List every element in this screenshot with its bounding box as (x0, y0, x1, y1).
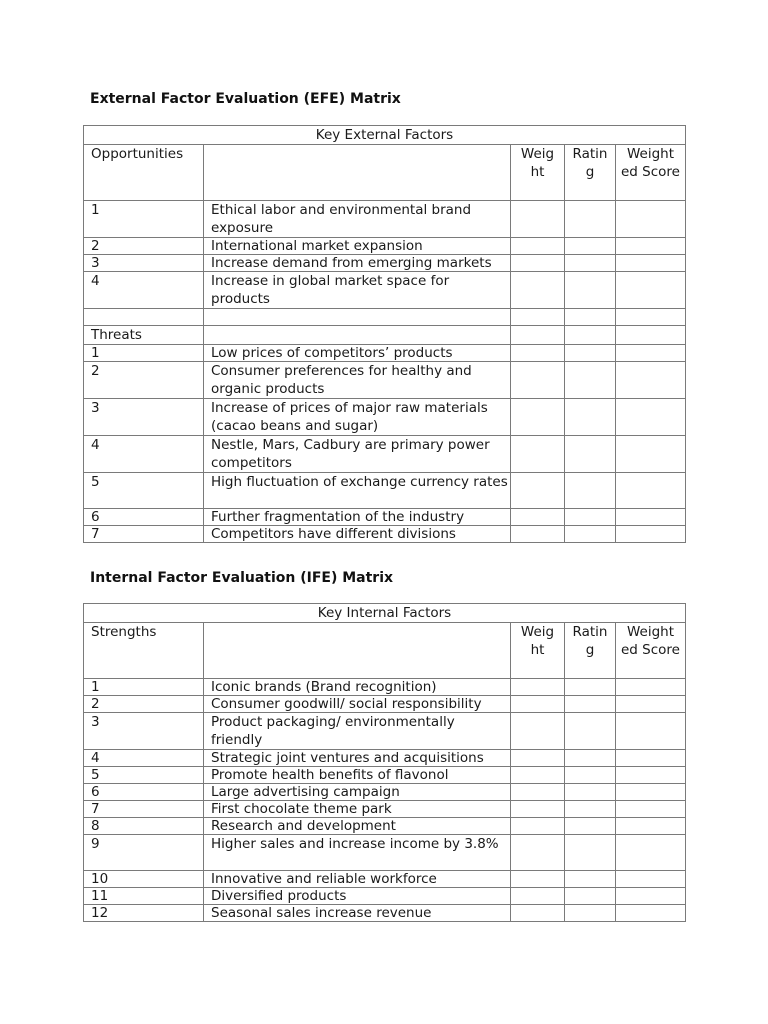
score-cell (616, 713, 686, 750)
table-row (84, 436, 686, 473)
weight-cell (511, 871, 565, 888)
row-number: 7 (84, 801, 204, 818)
rating-cell (565, 272, 616, 309)
table-row (84, 713, 686, 750)
weight-cell (511, 345, 565, 362)
factor-text: Large advertising campaign (204, 784, 511, 801)
empty-cell (204, 309, 511, 326)
weight-cell (511, 238, 565, 255)
row-number: 7 (84, 526, 204, 543)
table-row (84, 801, 686, 818)
table-row (84, 767, 686, 784)
row-number: 4 (84, 272, 204, 309)
row-number: 5 (84, 767, 204, 784)
factor-text: International market expansion (204, 238, 511, 255)
table-row (84, 835, 686, 871)
score-cell (616, 888, 686, 905)
rating-cell (565, 905, 616, 922)
rating-cell (565, 526, 616, 543)
weight-cell (511, 888, 565, 905)
empty-cell (204, 326, 511, 345)
factor-text: Nestle, Mars, Cadbury are primary power competitors (204, 436, 511, 473)
rating-cell (565, 801, 616, 818)
row-number: 4 (84, 750, 204, 767)
weight-cell (511, 436, 565, 473)
row-number: 4 (84, 436, 204, 473)
rating-cell (565, 255, 616, 272)
efe-table-header: Key External Factors (84, 126, 686, 145)
rating-cell (565, 509, 616, 526)
score-cell (616, 905, 686, 922)
score-cell (616, 255, 686, 272)
row-number: 2 (84, 362, 204, 399)
table-row (84, 201, 686, 238)
weight-column-header: Weig ht (511, 623, 565, 679)
efe-matrix-title: External Factor Evaluation (EFE) Matrix (90, 91, 401, 107)
table-row (84, 238, 686, 255)
weight-cell (511, 255, 565, 272)
rating-cell (565, 888, 616, 905)
factor-text: First chocolate theme park (204, 801, 511, 818)
empty-cell (204, 623, 511, 679)
factor-text: Iconic brands (Brand recognition) (204, 679, 511, 696)
score-cell (616, 473, 686, 509)
row-number: 12 (84, 905, 204, 922)
weight-cell (511, 801, 565, 818)
rating-column-header: Ratin g (565, 623, 616, 679)
weight-cell (511, 767, 565, 784)
row-number: 11 (84, 888, 204, 905)
table-row (84, 399, 686, 436)
empty-cell (616, 326, 686, 345)
factor-text: Diversified products (204, 888, 511, 905)
score-cell (616, 784, 686, 801)
empty-cell (565, 309, 616, 326)
row-number: 2 (84, 696, 204, 713)
rating-cell (565, 713, 616, 750)
row-number: 1 (84, 679, 204, 696)
score-cell (616, 696, 686, 713)
factor-text: Product packaging/ environmentally friendly (204, 713, 511, 750)
weight-cell (511, 473, 565, 509)
weight-cell (511, 835, 565, 871)
weight-cell (511, 750, 565, 767)
score-cell (616, 818, 686, 835)
empty-cell (511, 309, 565, 326)
weight-cell (511, 509, 565, 526)
score-cell (616, 871, 686, 888)
row-number: 2 (84, 238, 204, 255)
empty-cell (84, 309, 204, 326)
weight-cell (511, 526, 565, 543)
factor-text: Innovative and reliable workforce (204, 871, 511, 888)
factor-text: Further fragmentation of the industry (204, 509, 511, 526)
rating-cell (565, 362, 616, 399)
empty-cell (616, 309, 686, 326)
rating-cell (565, 345, 616, 362)
weight-cell (511, 905, 565, 922)
row-number: 5 (84, 473, 204, 509)
score-cell (616, 767, 686, 784)
rating-cell (565, 679, 616, 696)
row-number: 3 (84, 255, 204, 272)
weighted-score-column-header: Weight ed Score (616, 623, 686, 679)
rating-cell (565, 399, 616, 436)
empty-cell (565, 326, 616, 345)
weight-cell (511, 713, 565, 750)
row-number: 6 (84, 784, 204, 801)
empty-cell (511, 326, 565, 345)
row-number: 6 (84, 509, 204, 526)
weight-cell (511, 362, 565, 399)
ife-matrix-table (83, 603, 686, 922)
factor-text: Increase in global market space for products (204, 272, 511, 309)
row-number: 1 (84, 345, 204, 362)
weighted-score-column-header: Weight ed Score (616, 145, 686, 201)
table-row (84, 509, 686, 526)
score-cell (616, 801, 686, 818)
row-number: 3 (84, 399, 204, 436)
weight-cell (511, 679, 565, 696)
score-cell (616, 399, 686, 436)
table-row (84, 750, 686, 767)
factor-text: Higher sales and increase income by 3.8% (204, 835, 511, 871)
rating-cell (565, 473, 616, 509)
score-cell (616, 679, 686, 696)
factor-text: Consumer goodwill/ social responsibility (204, 696, 511, 713)
rating-cell (565, 696, 616, 713)
table-row (84, 345, 686, 362)
ife-table-header: Key Internal Factors (84, 604, 686, 623)
score-cell (616, 750, 686, 767)
threats-label: Threats (84, 326, 204, 345)
table-row (84, 784, 686, 801)
table-row (84, 696, 686, 713)
score-cell (616, 509, 686, 526)
rating-cell (565, 835, 616, 871)
row-number: 10 (84, 871, 204, 888)
row-number: 8 (84, 818, 204, 835)
table-row (84, 272, 686, 309)
ife-matrix-title: Internal Factor Evaluation (IFE) Matrix (90, 570, 394, 586)
rating-column-header: Ratin g (565, 145, 616, 201)
factor-text: Ethical labor and environmental brand exposure (204, 201, 511, 238)
table-row (84, 871, 686, 888)
rating-cell (565, 784, 616, 801)
efe-matrix-table (83, 125, 686, 543)
weight-cell (511, 696, 565, 713)
table-row (84, 679, 686, 696)
factor-text: Low prices of competitors’ products (204, 345, 511, 362)
weight-cell (511, 784, 565, 801)
factor-text: Promote health benefits of flavonol (204, 767, 511, 784)
weight-cell (511, 399, 565, 436)
factor-text: Increase of prices of major raw materials (cacao beans and sugar) (204, 399, 511, 436)
row-number: 3 (84, 713, 204, 750)
rating-cell (565, 750, 616, 767)
score-cell (616, 526, 686, 543)
table-row (84, 526, 686, 543)
score-cell (616, 362, 686, 399)
factor-text: Strategic joint ventures and acquisitions (204, 750, 511, 767)
opportunities-label: Opportunities (84, 145, 204, 201)
rating-cell (565, 238, 616, 255)
table-row (84, 255, 686, 272)
table-row (84, 888, 686, 905)
weight-cell (511, 818, 565, 835)
score-cell (616, 272, 686, 309)
rating-cell (565, 201, 616, 238)
rating-cell (565, 871, 616, 888)
score-cell (616, 436, 686, 473)
factor-text: Seasonal sales increase revenue (204, 905, 511, 922)
rating-cell (565, 818, 616, 835)
score-cell (616, 345, 686, 362)
row-number: 1 (84, 201, 204, 238)
score-cell (616, 201, 686, 238)
weight-column-header: Weig ht (511, 145, 565, 201)
table-row (84, 362, 686, 399)
factor-text: Consumer preferences for healthy and organic products (204, 362, 511, 399)
table-row (84, 818, 686, 835)
empty-cell (204, 145, 511, 201)
factor-text: High fluctuation of exchange currency rates (204, 473, 511, 509)
rating-cell (565, 436, 616, 473)
weight-cell (511, 201, 565, 238)
factor-text: Increase demand from emerging markets (204, 255, 511, 272)
strengths-label: Strengths (84, 623, 204, 679)
table-row (84, 905, 686, 922)
score-cell (616, 835, 686, 871)
blank-row (84, 309, 686, 326)
rating-cell (565, 767, 616, 784)
score-cell (616, 238, 686, 255)
row-number: 9 (84, 835, 204, 871)
weight-cell (511, 272, 565, 309)
table-row (84, 473, 686, 509)
factor-text: Research and development (204, 818, 511, 835)
factor-text: Competitors have different divisions (204, 526, 511, 543)
